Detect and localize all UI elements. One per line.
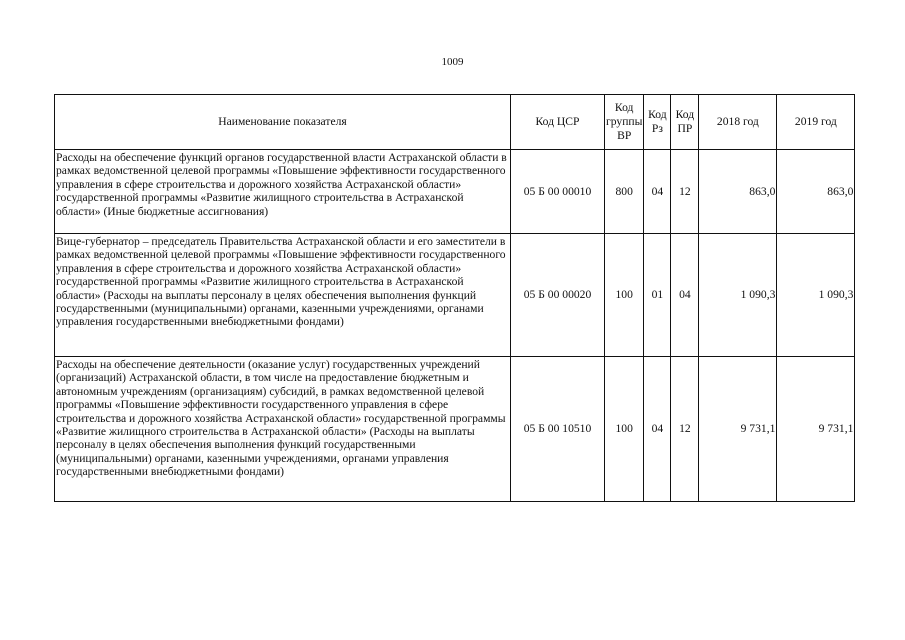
row-vr: 100 [605, 357, 644, 502]
row-csr: 05 Б 00 10510 [511, 357, 605, 502]
row-pr: 04 [671, 234, 699, 357]
row-2019: 9 731,1 [777, 357, 855, 502]
header-csr: Код ЦСР [511, 95, 605, 150]
header-name: Наименование показателя [55, 95, 511, 150]
row-csr: 05 Б 00 00020 [511, 234, 605, 357]
table-row [55, 234, 855, 357]
row-vr: 100 [605, 234, 644, 357]
row-2019: 1 090,3 [777, 234, 855, 357]
row-2019: 863,0 [777, 150, 855, 234]
header-pr: Код ПР [671, 95, 699, 150]
row-name: Расходы на обеспечение деятельности (оказание услуг) государственных учреждений (организаций) Астраханской области, в том числе на предоставление бюджетным и автономным учреждениям (организациям) субсидий, в рамках ведомственной целевой программы «Повышение эффективности государственного управления в сфере строительства и дорожного хозяйства Астраханской области» государственной программы «Развитие жилищного строительства в Астраханской области» (Расходы на выплаты персоналу в целях обеспечения выполнения функций государственными (муниципальными) органами, казенными учреждениями, органами управления государственными внебюджетными фондами) [55, 357, 511, 502]
header-2018: 2018 год [699, 95, 777, 150]
row-rz: 01 [644, 234, 671, 357]
row-2018: 9 731,1 [699, 357, 777, 502]
row-2018: 1 090,3 [699, 234, 777, 357]
row-csr: 05 Б 00 00010 [511, 150, 605, 234]
row-pr: 12 [671, 357, 699, 502]
row-vr: 800 [605, 150, 644, 234]
page-number: 1009 [441, 56, 464, 68]
row-pr: 12 [671, 150, 699, 234]
header-vr: Код группы ВР [605, 95, 644, 150]
table-row [55, 150, 855, 234]
table-row [55, 357, 855, 502]
header-rz: Код Рз [644, 95, 671, 150]
table-header-row [55, 95, 855, 150]
row-rz: 04 [644, 150, 671, 234]
row-name: Расходы на обеспечение функций органов государственной власти Астраханской области в рамках ведомственной целевой программы «Повышение эффективности государственного управления в сфере строительства и дорожного хозяйства Астраханской области» государственной программы «Развитие жилищного строительства в Астраханской области» (Иные бюджетные ассигнования) [55, 150, 511, 234]
budget-table [54, 94, 855, 502]
row-2018: 863,0 [699, 150, 777, 234]
row-name: Вице-губернатор – председатель Правительства Астраханской области и его заместители в рамках ведомственной целевой программы «Повышение эффективности государственного управления в сфере строительства и дорожного хозяйства Астраханской области» государственной программы «Развитие жилищного строительства в Астраханской области» (Расходы на выплаты персоналу в целях обеспечения выполнения функций государственными (муниципальными) органами, казенными учреждениями, органами управления государственными внебюджетными фондами) [55, 234, 511, 357]
header-2019: 2019 год [777, 95, 855, 150]
row-rz: 04 [644, 357, 671, 502]
